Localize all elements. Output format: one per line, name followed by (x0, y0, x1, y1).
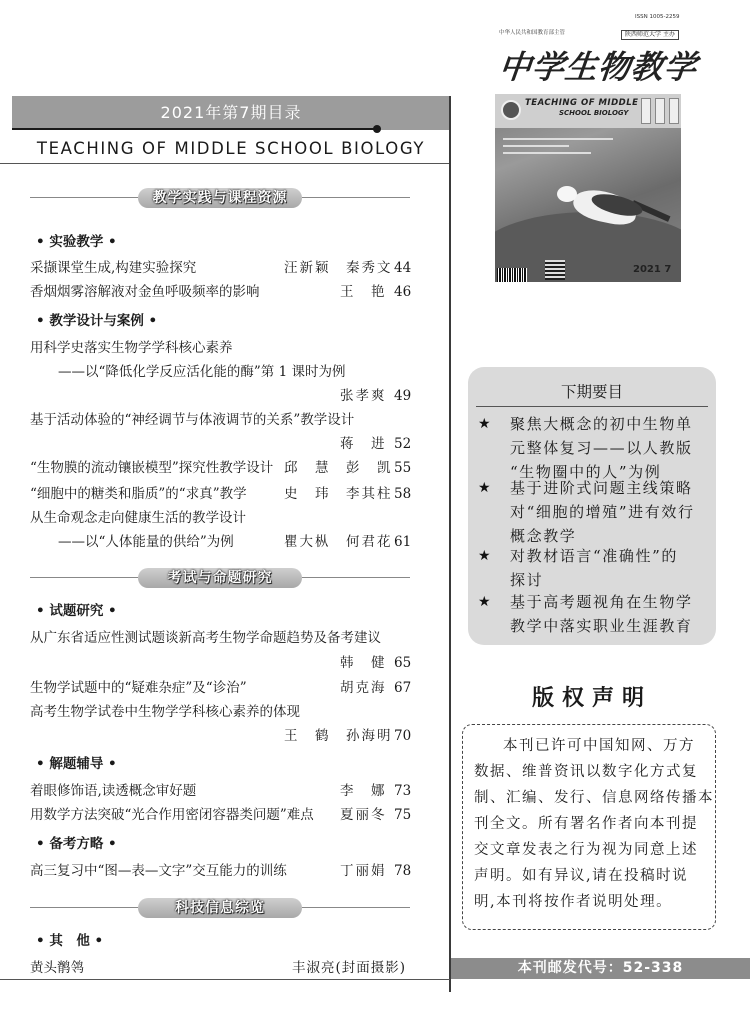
next-issue-line: 概念教学 (510, 527, 577, 545)
copyright-line: 制、汇编、发行、信息网络传播本 (474, 790, 714, 806)
journal-logo-icon (501, 100, 521, 120)
toc-entry-author: 王 鹤 孙海明 (284, 728, 393, 744)
qr-code-icon (545, 260, 565, 280)
toc-entry-author: 汪新颖 秦秀文 (284, 260, 393, 276)
next-issue-line: 聚焦大概念的初中生物单 (510, 415, 693, 433)
toc-entry-author: 瞿大枞 何君花 (284, 534, 393, 550)
copyright-line: 声明。如有异议,请在投稿时说 (474, 868, 689, 884)
toc-entry-page: 58 (394, 486, 412, 502)
star-icon: ★ (478, 416, 491, 432)
cover-image (493, 14, 700, 286)
toc-entry-title[interactable]: 从广东省适应性测试题谈新高考生物学命题趋势及备考建议 (30, 630, 381, 646)
toc-title: 2021年第7期目录 (160, 103, 302, 122)
next-issue-line: 探讨 (510, 571, 544, 589)
subsection-title: • 其 他 • (36, 933, 104, 949)
toc-entry-page: 49 (394, 388, 412, 404)
toc-entry-subtitle: ——以“降低化学反应活化能的酶”第 1 课时为例 (58, 364, 346, 380)
toc-entry-title[interactable]: 用科学史落实生物学学科核心素养 (30, 340, 233, 356)
toc-entry-author: 史 玮 李其柱 (284, 486, 393, 502)
toc-entry-page: 70 (394, 728, 412, 744)
next-issue-line: 元整体复习——以人教版 (510, 439, 693, 457)
toc-entry-title[interactable]: 高考生物学试卷中生物学学科核心素养的体现 (30, 704, 300, 720)
toc-entry-author: 丰淑亮(封面摄影) (292, 960, 407, 976)
section-title: 教学实践与课程资源 (152, 190, 288, 206)
toc-entry-title[interactable]: 着眼修饰语,读透概念审好题 (30, 783, 197, 799)
next-issue-line: 对“细胞的增殖”进有效行 (510, 503, 695, 521)
toc-entry-title[interactable]: 黄头鹡鸰 (30, 960, 84, 976)
subsection-title: • 试题研究 • (36, 603, 117, 619)
copyright-line: 本刊已许可中国知网、万方 (503, 738, 695, 754)
toc-entry-author: 邱 慧 彭 凯 (284, 460, 393, 476)
star-icon: ★ (478, 594, 491, 610)
next-issue-title: 下期要目 (560, 383, 623, 401)
copyright-line: 刊全文。所有署名作者向本刊提 (474, 816, 698, 832)
toc-entry-page: 46 (394, 284, 412, 300)
next-issue-line: 基于高考题视角在生物学 (510, 593, 693, 611)
next-issue-line: 教学中落实职业生涯教育 (510, 617, 693, 635)
toc-entry-author: 丁丽娟 (340, 863, 387, 879)
cover-sponsor: 中华人民共和国教育部主管 (499, 30, 566, 36)
cover-en-line1: TEACHING OF MIDDLE (525, 98, 639, 108)
bird-head-icon (557, 186, 577, 202)
cover-headline-lines (503, 138, 613, 159)
cover-tag-icon (669, 98, 679, 124)
footer-rule (0, 979, 450, 980)
star-icon: ★ (478, 480, 491, 496)
toc-entry-author: 胡克海 (340, 680, 387, 696)
toc-entry-page: 73 (394, 783, 412, 799)
cover-tag-icon (641, 98, 651, 124)
column-divider (449, 96, 451, 992)
toc-entry-page: 61 (394, 534, 412, 550)
next-issue-line: “生物圈中的人”为例 (510, 463, 662, 481)
barcode-icon (497, 268, 527, 282)
subsection-title: • 解题辅导 • (36, 756, 117, 772)
cover-en-line2: SCHOOL BIOLOGY (559, 109, 629, 117)
toc-entry-title[interactable]: 从生命观念走向健康生活的教学设计 (30, 510, 246, 526)
subsection-title: • 实验教学 • (36, 234, 117, 250)
toc-entry-author: 夏丽冬 (340, 807, 387, 823)
toc-entry-page: 52 (394, 436, 412, 452)
subsection-title: • 备考方略 • (36, 836, 117, 852)
toc-entry-author: 蒋 进 (340, 436, 387, 452)
toc-entry-page: 78 (394, 863, 412, 879)
toc-entry-page: 67 (394, 680, 412, 696)
header-dot (373, 125, 381, 133)
toc-entry-title[interactable]: “细胞中的糖类和脂质”的“求真”教学 (30, 486, 247, 502)
toc-entry-title[interactable]: 高三复习中“图—表—文字”交互能力的训练 (30, 863, 287, 879)
section-header (30, 188, 410, 208)
next-issue-rule (476, 406, 708, 407)
toc-entry-title[interactable]: 基于活动体验的“神经调节与体液调节的关系”教学设计 (30, 412, 355, 428)
header-rule (0, 163, 450, 164)
toc-entry-title[interactable]: “生物膜的流动镶嵌模型”探究性教学设计 (30, 460, 274, 476)
star-icon: ★ (478, 548, 491, 564)
cover-issue: 2021 7 (633, 264, 672, 275)
toc-entry-author: 王 艳 (340, 284, 387, 300)
toc-entry-page: 44 (394, 260, 412, 276)
cover-issn-top: ISSN 1005-2259 (635, 14, 680, 20)
copyright-title: 版权声明 (531, 686, 652, 711)
toc-entry-author: 李 娜 (340, 783, 387, 799)
journal-english-name: TEACHING OF MIDDLE SCHOOL BIOLOGY (36, 139, 426, 158)
toc-entry-title[interactable]: 生物学试题中的“疑难杂症”及“诊治” (30, 680, 247, 696)
toc-entry-page: 65 (394, 655, 412, 671)
next-issue-line: 对教材语言“准确性”的 (510, 547, 678, 565)
copyright-line: 明,本刊将按作者说明处理。 (474, 894, 673, 910)
section-title: 科技信息综览 (175, 900, 265, 916)
toc-entry-author: 韩 健 (340, 655, 387, 671)
copyright-line: 交文章发表之行为视为同意上述 (474, 842, 698, 858)
subsection-title: • 教学设计与案例 • (36, 313, 158, 329)
postal-code: 本刊邮发代号：52-338 (517, 960, 684, 976)
cover-photo (495, 94, 681, 282)
section-header (30, 568, 410, 588)
cover-badge: 陕西师范大学 主办 (621, 30, 679, 40)
toc-entry-title[interactable]: 香烟烟雾溶解液对金鱼呼吸频率的影响 (30, 284, 260, 300)
copyright-line: 数据、维普资讯以数字化方式复 (474, 764, 698, 780)
toc-entry-subtitle: ——以“人体能量的供给”为例 (58, 534, 234, 550)
section-title: 考试与命题研究 (167, 570, 273, 586)
toc-entry-title[interactable]: 用数学方法突破“光合作用密闭容器类问题”难点 (30, 807, 314, 823)
toc-entry-page: 55 (394, 460, 412, 476)
header-divider (12, 128, 380, 130)
toc-entry-page: 75 (394, 807, 412, 823)
cover-tag-icon (655, 98, 665, 124)
toc-entry-title[interactable]: 采撷课堂生成,构建实验探究 (30, 260, 197, 276)
section-header (30, 898, 410, 918)
toc-entry-author: 张孝爽 (340, 388, 387, 404)
cover-title: 中学生物教学 (497, 48, 700, 86)
next-issue-line: 基于进阶式问题主线策略 (510, 479, 693, 497)
